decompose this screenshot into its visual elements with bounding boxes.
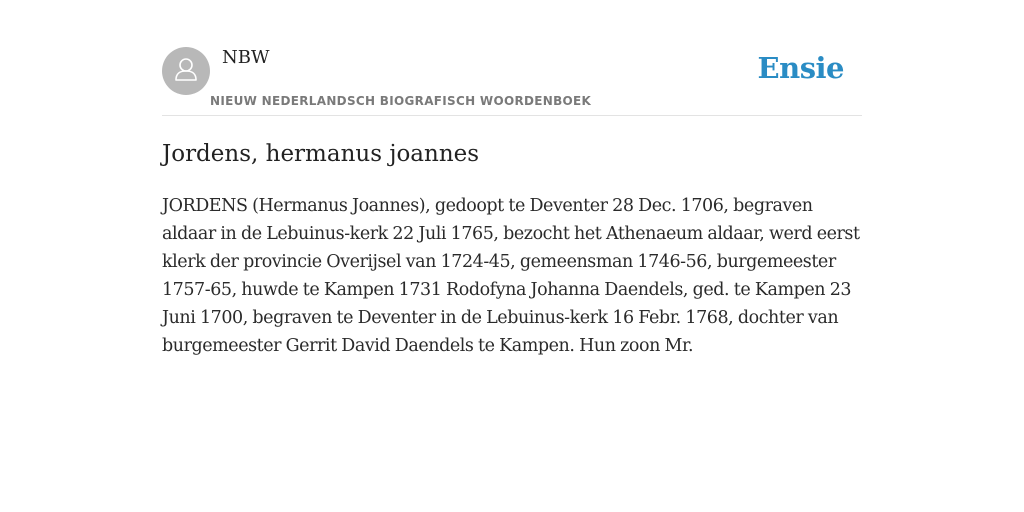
source-avatar[interactable] (162, 47, 210, 95)
source-full-name: NIEUW NEDERLANDSCH BIOGRAFISCH WOORDENBOEK (210, 94, 592, 108)
entry-title: Jordens, hermanus joannes (162, 141, 480, 167)
user-icon (171, 54, 201, 89)
source-header (162, 0, 862, 116)
entry-body: JORDENS (Hermanus Joannes), gedoopt te Deventer 28 Dec. 1706, begraven aldaar in de Lebuinus-kerk 22 Juli 1765, bezocht het Athenaeum aldaar, werd eerst klerk der provincie Overijsel van 1724-45, gemeensman 1746-56, burgemeester 1757-65, huwde te Kampen 1731 Rodofyna Johanna Daendels, ged. te Kampen 23 Juni 1700, begraven te Deventer in de Lebuinus-kerk 16 Febr. 1768, dochter van burgemeester Gerrit David Daendels te Kampen. Hun zoon Mr. (162, 196, 860, 356)
source-name[interactable]: NBW (222, 47, 270, 68)
brand-logo[interactable]: Ensie (757, 51, 844, 85)
entry-card (162, 0, 862, 356)
